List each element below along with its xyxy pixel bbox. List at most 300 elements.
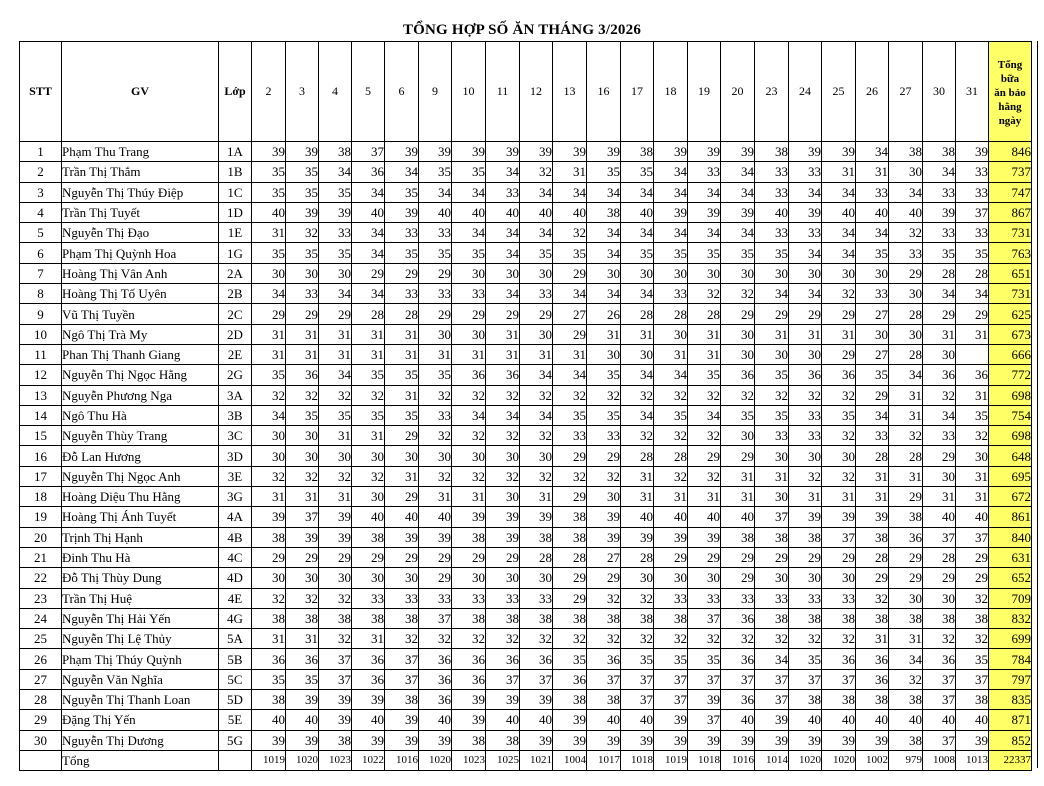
table-row bbox=[20, 365, 1032, 385]
row-value: 31 bbox=[252, 629, 286, 649]
row-value: 34 bbox=[319, 284, 352, 304]
row-value: 31 bbox=[822, 162, 856, 182]
row-value: 28 bbox=[520, 547, 553, 567]
row-value: 30 bbox=[385, 446, 419, 466]
row-value: 36 bbox=[352, 669, 385, 689]
row-value: 31 bbox=[319, 487, 352, 507]
row-value: 28 bbox=[621, 446, 654, 466]
row-value: 38 bbox=[621, 608, 654, 628]
row-value: 34 bbox=[789, 243, 822, 263]
row-value: 36 bbox=[822, 649, 856, 669]
row-value: 37 bbox=[385, 649, 419, 669]
row-class: 3G bbox=[219, 487, 252, 507]
row-value: 37 bbox=[688, 669, 721, 689]
row-value: 31 bbox=[956, 487, 989, 507]
row-value: 35 bbox=[721, 243, 755, 263]
row-value: 34 bbox=[587, 284, 621, 304]
row-value: 35 bbox=[789, 649, 822, 669]
header-total-line: ngày bbox=[998, 114, 1022, 127]
row-value: 38 bbox=[587, 202, 621, 222]
row-value: 32 bbox=[486, 385, 520, 405]
row-value: 31 bbox=[486, 344, 520, 364]
row-value: 30 bbox=[721, 324, 755, 344]
table-row bbox=[20, 690, 1032, 710]
row-value: 38 bbox=[889, 142, 923, 162]
row-value: 37 bbox=[721, 669, 755, 689]
row-value: 36 bbox=[286, 649, 319, 669]
row-value: 39 bbox=[419, 730, 452, 750]
row-value: 30 bbox=[923, 344, 956, 364]
row-value: 27 bbox=[856, 344, 889, 364]
row-value: 38 bbox=[789, 690, 822, 710]
row-value: 30 bbox=[486, 263, 520, 283]
row-value: 39 bbox=[385, 142, 419, 162]
row-value: 39 bbox=[688, 142, 721, 162]
row-value: 30 bbox=[856, 263, 889, 283]
row-value: 33 bbox=[755, 182, 789, 202]
row-value: 38 bbox=[286, 608, 319, 628]
table-row bbox=[20, 629, 1032, 649]
row-value: 38 bbox=[452, 730, 486, 750]
row-value: 35 bbox=[385, 405, 419, 425]
row-value: 34 bbox=[621, 223, 654, 243]
row-teacher: Nguyễn Thị Dương bbox=[62, 730, 219, 750]
row-value: 34 bbox=[856, 142, 889, 162]
row-value: 39 bbox=[721, 142, 755, 162]
row-value: 31 bbox=[755, 466, 789, 486]
row-value: 38 bbox=[889, 730, 923, 750]
row-value: 34 bbox=[319, 162, 352, 182]
row-value: 27 bbox=[553, 304, 587, 324]
row-value: 32 bbox=[956, 588, 989, 608]
row-value: 31 bbox=[352, 629, 385, 649]
row-value: 29 bbox=[721, 446, 755, 466]
row-value: 32 bbox=[956, 426, 989, 446]
row-value: 39 bbox=[385, 710, 419, 730]
row-value: 36 bbox=[252, 649, 286, 669]
row-total: 737 bbox=[989, 162, 1032, 182]
row-value: 34 bbox=[688, 405, 721, 425]
row-value: 29 bbox=[286, 547, 319, 567]
row-value: 29 bbox=[486, 304, 520, 324]
row-value: 29 bbox=[385, 426, 419, 446]
row-value: 30 bbox=[654, 263, 688, 283]
row-stt: 16 bbox=[20, 446, 62, 466]
row-value: 38 bbox=[654, 608, 688, 628]
row-value: 31 bbox=[621, 487, 654, 507]
row-stt: 7 bbox=[20, 263, 62, 283]
row-value: 33 bbox=[419, 405, 452, 425]
row-value: 30 bbox=[755, 487, 789, 507]
row-value: 40 bbox=[822, 202, 856, 222]
row-value: 28 bbox=[621, 547, 654, 567]
row-value: 39 bbox=[688, 730, 721, 750]
row-value: 32 bbox=[252, 466, 286, 486]
row-value: 34 bbox=[889, 649, 923, 669]
row-stt: 24 bbox=[20, 608, 62, 628]
header-day: 13 bbox=[553, 42, 587, 142]
row-value: 35 bbox=[956, 243, 989, 263]
table-row bbox=[20, 385, 1032, 405]
row-value: 31 bbox=[319, 324, 352, 344]
row-value: 39 bbox=[452, 507, 486, 527]
row-value: 30 bbox=[688, 568, 721, 588]
row-value: 40 bbox=[621, 710, 654, 730]
row-value: 36 bbox=[721, 365, 755, 385]
row-value: 34 bbox=[385, 162, 419, 182]
row-value: 34 bbox=[822, 223, 856, 243]
row-teacher: Hoàng Diệu Thu Hằng bbox=[62, 487, 219, 507]
row-value: 30 bbox=[252, 568, 286, 588]
row-value: 29 bbox=[352, 547, 385, 567]
row-teacher: Đinh Thu Hà bbox=[62, 547, 219, 567]
sum-value: 1004 bbox=[553, 750, 587, 770]
sum-value: 1020 bbox=[789, 750, 822, 770]
row-value: 37 bbox=[319, 669, 352, 689]
row-value: 35 bbox=[452, 243, 486, 263]
row-total: 672 bbox=[989, 487, 1032, 507]
row-teacher: Hoàng Thị Ánh Tuyết bbox=[62, 507, 219, 527]
header-day: 26 bbox=[856, 42, 889, 142]
row-value: 29 bbox=[923, 568, 956, 588]
sum-value: 1017 bbox=[587, 750, 621, 770]
row-value: 30 bbox=[286, 446, 319, 466]
table-row bbox=[20, 405, 1032, 425]
row-value: 35 bbox=[385, 182, 419, 202]
row-value: 39 bbox=[286, 142, 319, 162]
row-value: 30 bbox=[452, 263, 486, 283]
row-value: 38 bbox=[721, 527, 755, 547]
row-value: 34 bbox=[621, 284, 654, 304]
row-value: 40 bbox=[252, 710, 286, 730]
row-value: 29 bbox=[654, 547, 688, 567]
row-teacher: Đỗ Lan Hương bbox=[62, 446, 219, 466]
row-value: 40 bbox=[352, 710, 385, 730]
header-lop: Lớp bbox=[219, 42, 252, 142]
row-stt: 23 bbox=[20, 588, 62, 608]
header-total bbox=[989, 42, 1032, 142]
row-value: 32 bbox=[889, 426, 923, 446]
row-value: 32 bbox=[520, 629, 553, 649]
table-row bbox=[20, 547, 1032, 567]
row-value: 34 bbox=[352, 223, 385, 243]
row-value: 38 bbox=[822, 690, 856, 710]
table-row bbox=[20, 263, 1032, 283]
row-value: 39 bbox=[789, 202, 822, 222]
row-value: 28 bbox=[856, 446, 889, 466]
row-value: 38 bbox=[486, 608, 520, 628]
row-value: 29 bbox=[755, 547, 789, 567]
row-value: 31 bbox=[889, 466, 923, 486]
row-value: 32 bbox=[789, 466, 822, 486]
row-value: 32 bbox=[286, 385, 319, 405]
row-value: 34 bbox=[486, 162, 520, 182]
row-teacher: Trần Thị Huệ bbox=[62, 588, 219, 608]
row-value: 36 bbox=[452, 649, 486, 669]
row-value: 36 bbox=[923, 649, 956, 669]
row-value: 38 bbox=[956, 608, 989, 628]
header-day: 30 bbox=[923, 42, 956, 142]
row-class: 5D bbox=[219, 690, 252, 710]
sum-value: 1014 bbox=[755, 750, 789, 770]
row-teacher: Phạm Thị Thúy Quỳnh bbox=[62, 649, 219, 669]
row-value: 31 bbox=[286, 344, 319, 364]
row-value: 30 bbox=[654, 324, 688, 344]
row-value: 39 bbox=[286, 527, 319, 547]
row-value: 32 bbox=[755, 629, 789, 649]
row-value: 30 bbox=[520, 324, 553, 344]
row-value: 29 bbox=[352, 263, 385, 283]
row-value: 35 bbox=[286, 162, 319, 182]
row-class: 4B bbox=[219, 527, 252, 547]
table-row bbox=[20, 466, 1032, 486]
row-value: 40 bbox=[385, 507, 419, 527]
row-value: 32 bbox=[486, 466, 520, 486]
row-value: 35 bbox=[252, 162, 286, 182]
row-value: 30 bbox=[419, 324, 452, 344]
row-stt: 20 bbox=[20, 527, 62, 547]
row-value: 32 bbox=[319, 466, 352, 486]
row-value: 30 bbox=[385, 568, 419, 588]
row-value: 35 bbox=[252, 182, 286, 202]
row-value: 32 bbox=[352, 466, 385, 486]
row-value: 28 bbox=[856, 547, 889, 567]
row-value: 32 bbox=[654, 426, 688, 446]
row-class: 2E bbox=[219, 344, 252, 364]
row-value: 35 bbox=[654, 243, 688, 263]
row-value: 31 bbox=[385, 344, 419, 364]
row-value: 32 bbox=[252, 588, 286, 608]
row-value: 32 bbox=[822, 284, 856, 304]
row-value: 31 bbox=[688, 344, 721, 364]
row-value: 30 bbox=[755, 263, 789, 283]
row-value: 40 bbox=[352, 202, 385, 222]
row-value: 34 bbox=[486, 284, 520, 304]
row-value: 34 bbox=[452, 182, 486, 202]
row-value: 32 bbox=[621, 629, 654, 649]
row-value: 32 bbox=[520, 162, 553, 182]
row-stt: 15 bbox=[20, 426, 62, 446]
row-value: 39 bbox=[319, 507, 352, 527]
row-class: 1D bbox=[219, 202, 252, 222]
row-value: 30 bbox=[621, 568, 654, 588]
row-value: 29 bbox=[789, 547, 822, 567]
row-value: 36 bbox=[419, 649, 452, 669]
row-value: 32 bbox=[419, 629, 452, 649]
row-value: 33 bbox=[856, 182, 889, 202]
header-day: 27 bbox=[889, 42, 923, 142]
table-row bbox=[20, 730, 1032, 750]
header-day: 23 bbox=[755, 42, 789, 142]
row-value: 35 bbox=[621, 649, 654, 669]
row-value: 34 bbox=[889, 182, 923, 202]
row-value: 30 bbox=[621, 263, 654, 283]
row-stt: 30 bbox=[20, 730, 62, 750]
row-value: 36 bbox=[452, 365, 486, 385]
row-class: 2D bbox=[219, 324, 252, 344]
row-value: 32 bbox=[286, 466, 319, 486]
row-value: 29 bbox=[419, 568, 452, 588]
row-value: 36 bbox=[419, 669, 452, 689]
row-value: 33 bbox=[856, 284, 889, 304]
row-value: 40 bbox=[553, 202, 587, 222]
row-class: 5A bbox=[219, 629, 252, 649]
row-value: 29 bbox=[789, 304, 822, 324]
row-value: 30 bbox=[319, 446, 352, 466]
row-stt: 28 bbox=[20, 690, 62, 710]
row-class: 4E bbox=[219, 588, 252, 608]
header-day: 9 bbox=[419, 42, 452, 142]
row-value: 30 bbox=[755, 446, 789, 466]
row-value: 33 bbox=[755, 588, 789, 608]
row-value: 34 bbox=[654, 182, 688, 202]
row-total: 763 bbox=[989, 243, 1032, 263]
header-total-line: hằng bbox=[998, 100, 1022, 113]
row-value: 29 bbox=[721, 547, 755, 567]
row-value: 37 bbox=[520, 669, 553, 689]
row-value: 30 bbox=[252, 426, 286, 446]
sum-value: 1018 bbox=[621, 750, 654, 770]
row-value: 37 bbox=[352, 142, 385, 162]
row-teacher: Hoàng Thị Vân Anh bbox=[62, 263, 219, 283]
row-value: 29 bbox=[956, 568, 989, 588]
sum-value: 1023 bbox=[452, 750, 486, 770]
row-teacher: Phan Thị Thanh Giang bbox=[62, 344, 219, 364]
row-teacher: Đặng Thị Yến bbox=[62, 710, 219, 730]
row-value: 29 bbox=[286, 304, 319, 324]
row-value: 40 bbox=[822, 710, 856, 730]
row-value: 34 bbox=[688, 223, 721, 243]
header-total-line: bữa bbox=[1000, 72, 1020, 85]
row-value: 35 bbox=[319, 405, 352, 425]
row-value: 29 bbox=[721, 568, 755, 588]
row-value: 31 bbox=[319, 344, 352, 364]
row-value: 30 bbox=[352, 446, 385, 466]
row-value: 31 bbox=[587, 324, 621, 344]
row-value: 33 bbox=[721, 588, 755, 608]
row-value: 37 bbox=[319, 649, 352, 669]
row-value: 35 bbox=[587, 162, 621, 182]
sum-value: 1002 bbox=[856, 750, 889, 770]
row-value: 30 bbox=[587, 487, 621, 507]
row-value: 29 bbox=[856, 568, 889, 588]
header-day: 16 bbox=[587, 42, 621, 142]
row-value: 37 bbox=[923, 730, 956, 750]
row-class: 3D bbox=[219, 446, 252, 466]
row-value: 37 bbox=[923, 669, 956, 689]
row-value: 33 bbox=[688, 588, 721, 608]
row-value: 40 bbox=[520, 202, 553, 222]
row-value: 37 bbox=[286, 507, 319, 527]
row-value: 38 bbox=[856, 608, 889, 628]
row-value: 29 bbox=[721, 304, 755, 324]
row-value: 36 bbox=[352, 162, 385, 182]
row-value: 40 bbox=[755, 202, 789, 222]
header-row bbox=[20, 42, 1032, 142]
row-value: 33 bbox=[789, 162, 822, 182]
row-teacher: Nguyễn Thị Lệ Thủy bbox=[62, 629, 219, 649]
row-value: 34 bbox=[721, 162, 755, 182]
sum-row bbox=[20, 750, 1032, 770]
row-value: 38 bbox=[755, 142, 789, 162]
row-value: 39 bbox=[520, 730, 553, 750]
row-value: 36 bbox=[553, 669, 587, 689]
row-value: 29 bbox=[587, 446, 621, 466]
sum-value: 1016 bbox=[721, 750, 755, 770]
row-value: 30 bbox=[755, 568, 789, 588]
row-value: 29 bbox=[822, 344, 856, 364]
row-value: 35 bbox=[419, 162, 452, 182]
row-value: 38 bbox=[553, 507, 587, 527]
row-value: 38 bbox=[452, 527, 486, 547]
row-value: 30 bbox=[587, 344, 621, 364]
row-value: 38 bbox=[352, 608, 385, 628]
row-value: 39 bbox=[789, 507, 822, 527]
row-class: 1B bbox=[219, 162, 252, 182]
row-value: 32 bbox=[789, 629, 822, 649]
row-value: 39 bbox=[654, 710, 688, 730]
row-value: 34 bbox=[789, 182, 822, 202]
row-value: 32 bbox=[654, 629, 688, 649]
row-value: 39 bbox=[956, 142, 989, 162]
row-value: 34 bbox=[452, 223, 486, 243]
row-value: 33 bbox=[352, 588, 385, 608]
table-body bbox=[20, 142, 1032, 771]
row-teacher: Đỗ Thị Thùy Dung bbox=[62, 568, 219, 588]
row-value: 30 bbox=[319, 568, 352, 588]
row-value: 34 bbox=[822, 243, 856, 263]
row-value: 34 bbox=[352, 182, 385, 202]
row-value: 33 bbox=[319, 223, 352, 243]
row-value: 31 bbox=[789, 324, 822, 344]
row-value: 33 bbox=[520, 588, 553, 608]
row-value: 30 bbox=[956, 446, 989, 466]
row-value: 31 bbox=[352, 324, 385, 344]
row-value: 30 bbox=[721, 344, 755, 364]
row-class: 5B bbox=[219, 649, 252, 669]
row-value: 40 bbox=[252, 202, 286, 222]
row-value: 40 bbox=[587, 710, 621, 730]
sum-value: 1020 bbox=[822, 750, 856, 770]
header-day: 6 bbox=[385, 42, 419, 142]
row-class: 3E bbox=[219, 466, 252, 486]
sum-blank bbox=[219, 750, 252, 770]
row-value: 39 bbox=[486, 142, 520, 162]
row-value: 31 bbox=[889, 629, 923, 649]
row-value: 39 bbox=[319, 202, 352, 222]
row-value: 34 bbox=[319, 365, 352, 385]
row-value: 33 bbox=[956, 162, 989, 182]
row-value: 38 bbox=[856, 690, 889, 710]
row-stt: 25 bbox=[20, 629, 62, 649]
row-value: 32 bbox=[688, 385, 721, 405]
row-value: 28 bbox=[923, 263, 956, 283]
row-value: 32 bbox=[319, 588, 352, 608]
row-value: 30 bbox=[889, 588, 923, 608]
row-value: 31 bbox=[856, 162, 889, 182]
sum-value: 1016 bbox=[385, 750, 419, 770]
row-value: 30 bbox=[923, 588, 956, 608]
row-value: 35 bbox=[587, 365, 621, 385]
row-value: 31 bbox=[319, 426, 352, 446]
row-total: 867 bbox=[989, 202, 1032, 222]
table-row bbox=[20, 182, 1032, 202]
row-value: 34 bbox=[486, 405, 520, 425]
row-class: 3C bbox=[219, 426, 252, 446]
row-value: 39 bbox=[286, 690, 319, 710]
row-value: 34 bbox=[721, 223, 755, 243]
row-stt: 6 bbox=[20, 243, 62, 263]
